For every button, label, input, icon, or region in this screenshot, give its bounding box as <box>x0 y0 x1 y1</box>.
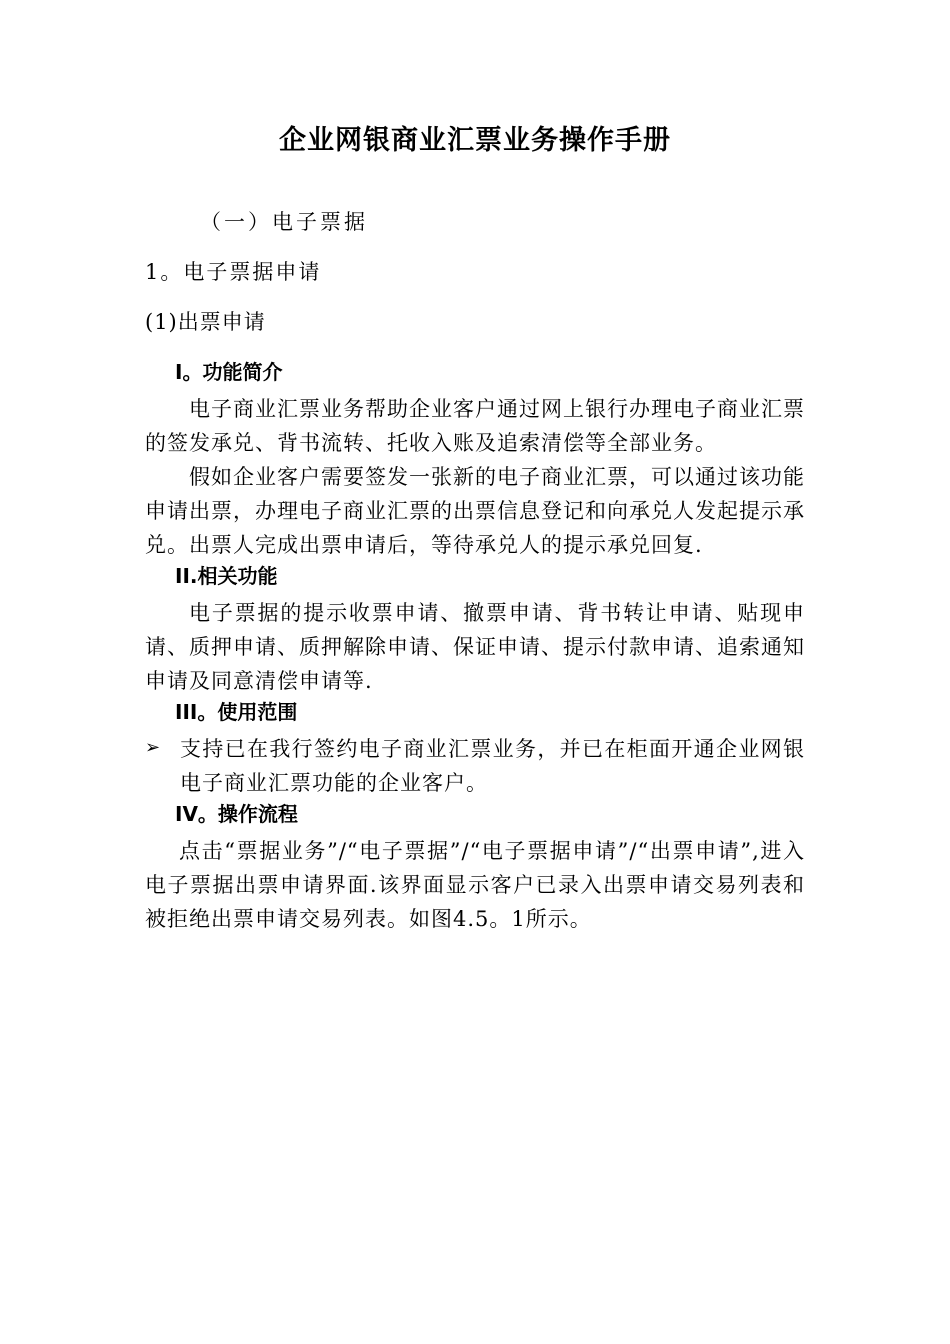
heading-function-intro: I。功能简介 <box>175 360 283 384</box>
heading-scope: III。使用范围 <box>175 700 298 724</box>
bullet-arrow-icon: ➢ <box>145 737 161 758</box>
subsubsection-heading: (1)出票申请 <box>145 310 266 334</box>
heading-operation-flow: IV。操作流程 <box>175 802 298 826</box>
scope-bullet-text: 支持已在我行签约电子商业汇票业务，并已在柜面开通企业网银电子商业汇票功能的企业客户。 <box>180 737 805 795</box>
intro-paragraph-2: 假如企业客户需要签发一张新的电子商业汇票，可以通过该功能申请出票，办理电子商业汇票的出票信息登记和向承兑人发起提示承兑。出票人完成出票申请后，等待承兑人的提示承兑回复. <box>145 465 805 557</box>
operation-flow-paragraph: 点击“票据业务”/“电子票据”/“电子票据申请”/“出票申请”,进入电子票据出票申请界面.该界面显示客户已录入出票申请交易列表和被拒绝出票申请交易列表。如图4.5。1所示。 <box>145 839 805 931</box>
section-heading: （一）电子票据 <box>200 210 368 234</box>
related-functions-paragraph: 电子票据的提示收票申请、撤票申请、背书转让申请、贴现申请、质押申请、质押解除申请、保证申请、提示付款申请、追索通知申请及同意清偿申请等. <box>145 601 805 693</box>
heading-related-functions: II.相关功能 <box>175 564 278 588</box>
document-title: 企业网银商业汇票业务操作手册 <box>279 125 671 156</box>
subsection-heading: 1。电子票据申请 <box>145 260 322 284</box>
intro-paragraph-1: 电子商业汇票业务帮助企业客户通过网上银行办理电子商业汇票的签发承兑、背书流转、托收入账及追索清偿等全部业务。 <box>145 397 805 455</box>
